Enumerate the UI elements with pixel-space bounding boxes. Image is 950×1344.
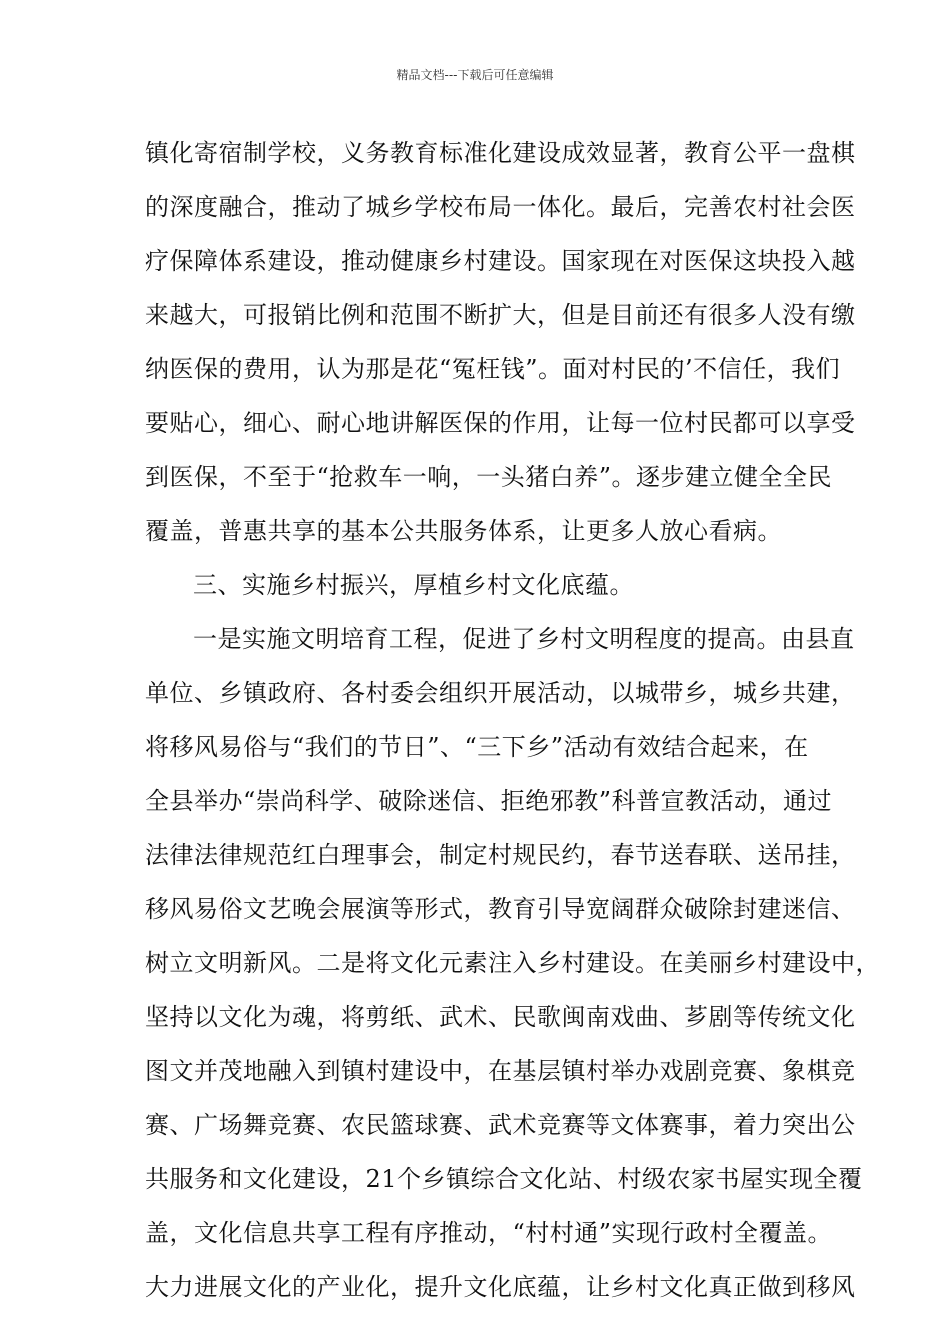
text-line: 单位、乡镇政府、各村委会组织开展活动，以城带乡，城乡共建， bbox=[145, 679, 856, 707]
text-line: 全县举办“崇尚科学、破除迷信、拒绝邪教”科普宣教活动，通过 bbox=[145, 787, 833, 815]
section-heading: 三、实施乡村振兴，厚植乡村文化底蕴。 bbox=[193, 571, 634, 599]
text-line: 大力进展文化的产业化，提升文化底蕴，让乡村文化真正做到移风 bbox=[145, 1273, 856, 1301]
text-line: 一是实施文明培育工程，促进了乡村文明程度的提高。由县直 bbox=[193, 625, 855, 653]
text-line: 覆盖，普惠共享的基本公共服务体系，让更多人放心看病。 bbox=[145, 517, 782, 545]
text-line: 移风易俗文艺晚会展演等形式，教育引导宽阔群众破除封建迷信、 bbox=[145, 895, 856, 923]
text-line: 纳医保的费用，认为那是花“冤枉钱”。面对村民的’不信任，我们 bbox=[145, 355, 841, 383]
text-line: 赛、广场舞竞赛、农民篮球赛、武术竞赛等文体赛事，着力突出公 bbox=[145, 1111, 856, 1139]
body-text bbox=[145, 131, 880, 1319]
text-line: 盖，文化信息共享工程有序推动，“村村通”实现行政村全覆盖。 bbox=[145, 1219, 833, 1247]
text-line: 将移风易俗与“我们的节日”、“三下乡”活动有效结合起来，在 bbox=[145, 733, 809, 761]
text-line: 的深度融合，推动了城乡学校布局一体化。最后，完善农村社会医 bbox=[145, 193, 856, 221]
text-line: 要贴心，细心、耐心地讲解医保的作用，让每一位村民都可以享受 bbox=[145, 409, 856, 437]
text-line: 疗保障体系建设，推动健康乡村建设。国家现在对医保这块投入越 bbox=[145, 247, 856, 275]
text-line: 图文并茂地融入到镇村建设中，在基层镇村举办戏剧竞赛、象棋竞 bbox=[145, 1057, 856, 1085]
text-line: 来越大，可报销比例和范围不断扩大，但是目前还有很多人没有缴 bbox=[145, 301, 856, 329]
text-line: 镇化寄宿制学校，义务教育标准化建设成效显著，教育公平一盘棋 bbox=[145, 139, 856, 167]
text-line: 共服务和文化建设，21个乡镇综合文化站、村级农家书屋实现全覆 bbox=[145, 1165, 863, 1193]
page-header: 精品文档---下载后可任意编辑 bbox=[396, 68, 554, 82]
text-line: 法律法律规范红白理事会，制定村规民约，春节送春联、送吊挂， bbox=[145, 841, 856, 869]
text-line: 到医保，不至于“抢救车一响，一头猪白养”。逐步建立健全全民 bbox=[145, 463, 833, 491]
text-line: 树立文明新风。二是将文化元素注入乡村建设。在美丽乡村建设中， bbox=[145, 949, 880, 977]
text-line: 坚持以文化为魂，将剪纸、武术、民歌闽南戏曲、芗剧等传统文化 bbox=[145, 1003, 856, 1031]
